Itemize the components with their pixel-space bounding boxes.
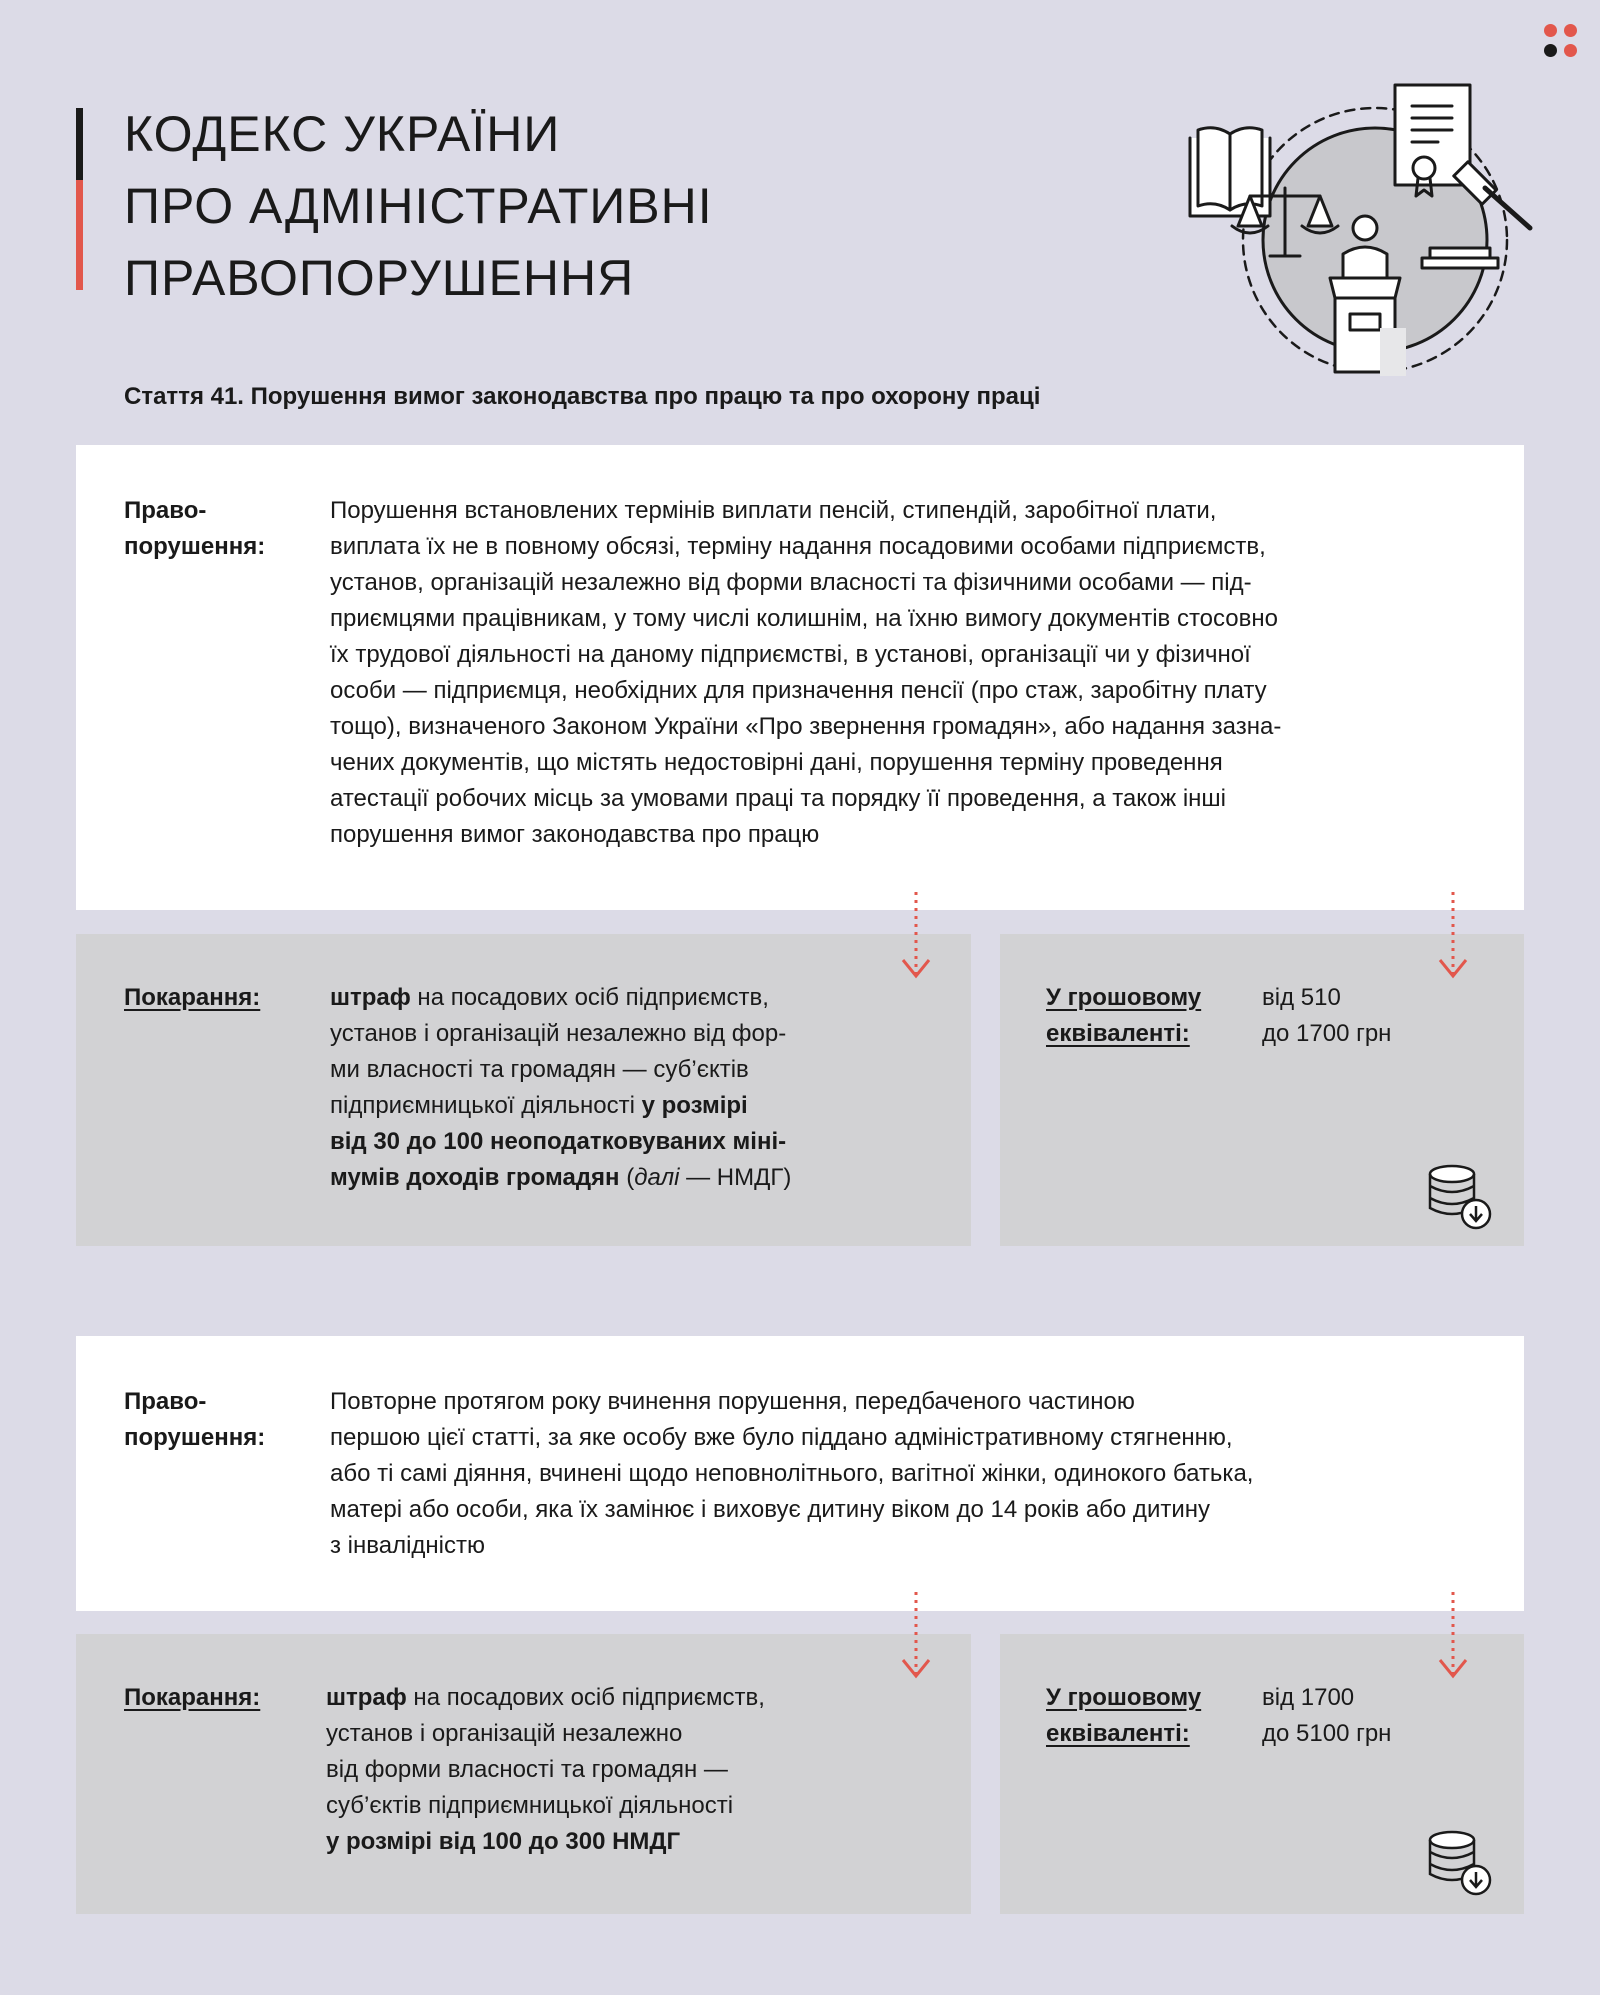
coins-download-icon — [1424, 1826, 1498, 1900]
penalty-text: штраф на посадових осіб підприємств, установ і організацій незалежно від форми власності та громадян — суб’єктів підприємницької діяльності у розмірі від 100 до 300 НМДГ — [326, 1684, 765, 1855]
equivalent-label: У грошовому еквіваленті: — [1046, 984, 1202, 1047]
offense-text: Повторне протягом року вчинення порушення, передбаченого частиною першою цієї статті, за яке особу вже було піддано адміністративному стягненню, або ті самі діяння, вчинені щодо неповнолітнього, вагітної жінки, одинокого батька, матері або особи, яка їх замінює і виховує дитину віком до 14 років або дитину з інвалідністю — [330, 1388, 1254, 1559]
penalty-label: Покарання: — [124, 1684, 261, 1711]
equivalent-value: від 1700 до 5100 грн — [1262, 1684, 1392, 1747]
offense-card — [76, 445, 1524, 910]
arrow-down-icon — [900, 890, 932, 982]
penalty-text: штраф на посадових осіб підприємств, установ і організацій незалежно від фор- ми власності та громадян — суб’єктів підприємницької діяльності у розмірі від 30 до 100 неоподатковуваних міні- мумів доходів громадян (далі — НМДГ) — [330, 984, 792, 1191]
arrow-down-icon — [900, 1590, 932, 1682]
equivalent-label: У грошовому еквіваленті: — [1046, 1684, 1202, 1747]
arrow-down-icon — [1437, 1590, 1469, 1682]
article-heading: Стаття 41. Порушення вимог законодавства про працю та про охорону праці — [124, 383, 1041, 410]
penalty-label: Покарання: — [124, 984, 261, 1011]
offense-card — [76, 1336, 1524, 1611]
coins-download-icon — [1424, 1160, 1498, 1234]
offense-label: Право- порушення: — [124, 497, 266, 560]
equivalent-value: від 510 до 1700 грн — [1262, 984, 1392, 1047]
logo-dots-icon — [1544, 24, 1578, 58]
offense-text: Порушення встановлених термінів виплати пенсій, стипендій, заробітної плати, виплата їх не в повному обсязі, терміну надання посадовими особами підприємств, установ, організацій незалежно від форми власності та фізичними особами — під- приємцями працівникам, у тому числі колишнім, на їхню вимогу документів стосовно їх трудової діяльності на даному підприємстві, в установі, організації чи у фізичної особи — підприємця, необхідних для призначення пенсії (про стаж, заробітну плату тощо), визначеного Законом України «Про звернення громадян», або надання зазна- чених документів, що містять недостовірні дані, порушення терміну проведення атестації робочих місць за умовами праці та порядку її проведення, а також інші порушення вимог законодавства про працю — [330, 497, 1282, 848]
title-accent-bar — [76, 108, 83, 290]
penalty-card — [76, 1634, 971, 1914]
law-justice-illustration — [1180, 78, 1560, 378]
offense-label: Право- порушення: — [124, 1388, 266, 1451]
penalty-card — [76, 934, 971, 1246]
page-title: КОДЕКС УКРАЇНИ ПРО АДМІНІСТРАТИВНІ ПРАВОПОРУШЕННЯ — [124, 106, 713, 306]
arrow-down-icon — [1437, 890, 1469, 982]
